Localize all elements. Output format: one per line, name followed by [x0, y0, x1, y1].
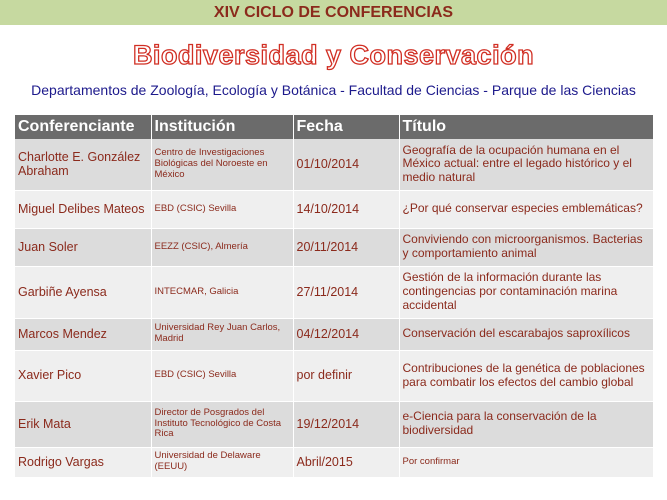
date-cell: 20/11/2014 — [293, 228, 399, 266]
talk-title-cell: Geografía de la ocupación humana en el México actual: entre el legado histórico y el medio natural — [399, 139, 653, 190]
table-row — [15, 447, 653, 477]
institution-cell: Universidad Rey Juan Carlos, Madrid — [151, 318, 293, 350]
speaker-cell: Charlotte E. González Abraham — [15, 139, 151, 190]
date-cell: por definir — [293, 350, 399, 401]
institution-cell: Centro de Investigaciones Biológicas del Noroeste en México — [151, 139, 293, 190]
table-row — [15, 266, 653, 318]
page-title: Biodiversidad y Conservación — [132, 40, 535, 70]
table-row — [15, 190, 653, 228]
institution-cell: EBD (CSIC) Sevilla — [151, 190, 293, 228]
talk-title-cell: Conservación del escarabajos saproxílicos — [399, 318, 653, 350]
speaker-cell: Miguel Delibes Mateos — [15, 190, 151, 228]
table-row — [15, 401, 653, 447]
date-cell: 04/12/2014 — [293, 318, 399, 350]
date-cell: 19/12/2014 — [293, 401, 399, 447]
column-header-title: Título — [399, 115, 653, 139]
date-cell: 14/10/2014 — [293, 190, 399, 228]
talk-title-cell: Contribuciones de la genética de poblaciones para combatir los efectos del cambio global — [399, 350, 653, 401]
institution-cell: Director de Posgrados del Instituto Tecnológico de Costa Rica — [151, 401, 293, 447]
speaker-cell: Marcos Mendez — [15, 318, 151, 350]
institution-cell: Universidad de Delaware (EEUU) — [151, 447, 293, 477]
talk-title-cell: Por confirmar — [399, 447, 653, 477]
departments-line: Departamentos de Zoología, Ecología y Botánica - Facultad de Ciencias - Parque de las Ciencias — [31, 82, 636, 98]
speaker-cell: Garbiñe Ayensa — [15, 266, 151, 318]
table-row — [15, 350, 653, 401]
date-cell: 27/11/2014 — [293, 266, 399, 318]
banner-text: XIV CICLO DE CONFERENCIAS — [213, 4, 454, 21]
date-cell: Abril/2015 — [293, 447, 399, 477]
conferences-table — [15, 115, 654, 478]
column-header-date: Fecha — [293, 115, 399, 139]
column-header-speaker: Conferenciante — [15, 115, 151, 139]
speaker-cell: Xavier Pico — [15, 350, 151, 401]
institution-cell: EEZZ (CSIC), Almería — [151, 228, 293, 266]
talk-title-cell: ¿Por qué conservar especies emblemáticas? — [399, 190, 653, 228]
date-cell: 01/10/2014 — [293, 139, 399, 190]
talk-title-cell: Gestión de la información durante las contingencias por contaminación marina accidental — [399, 266, 653, 318]
table-row — [15, 228, 653, 266]
speaker-cell: Erik Mata — [15, 401, 151, 447]
speaker-cell: Rodrigo Vargas — [15, 447, 151, 477]
header-banner — [0, 0, 667, 25]
table-row — [15, 139, 653, 190]
speaker-cell: Juan Soler — [15, 228, 151, 266]
table-row — [15, 318, 653, 350]
institution-cell: INTECMAR, Galicia — [151, 266, 293, 318]
talk-title-cell: e-Ciencia para la conservación de la biodiversidad — [399, 401, 653, 447]
table-header-row — [15, 115, 653, 139]
talk-title-cell: Conviviendo con microorganismos. Bacterias y comportamiento animal — [399, 228, 653, 266]
institution-cell: EBD (CSIC) Sevilla — [151, 350, 293, 401]
column-header-institution: Institución — [151, 115, 293, 139]
